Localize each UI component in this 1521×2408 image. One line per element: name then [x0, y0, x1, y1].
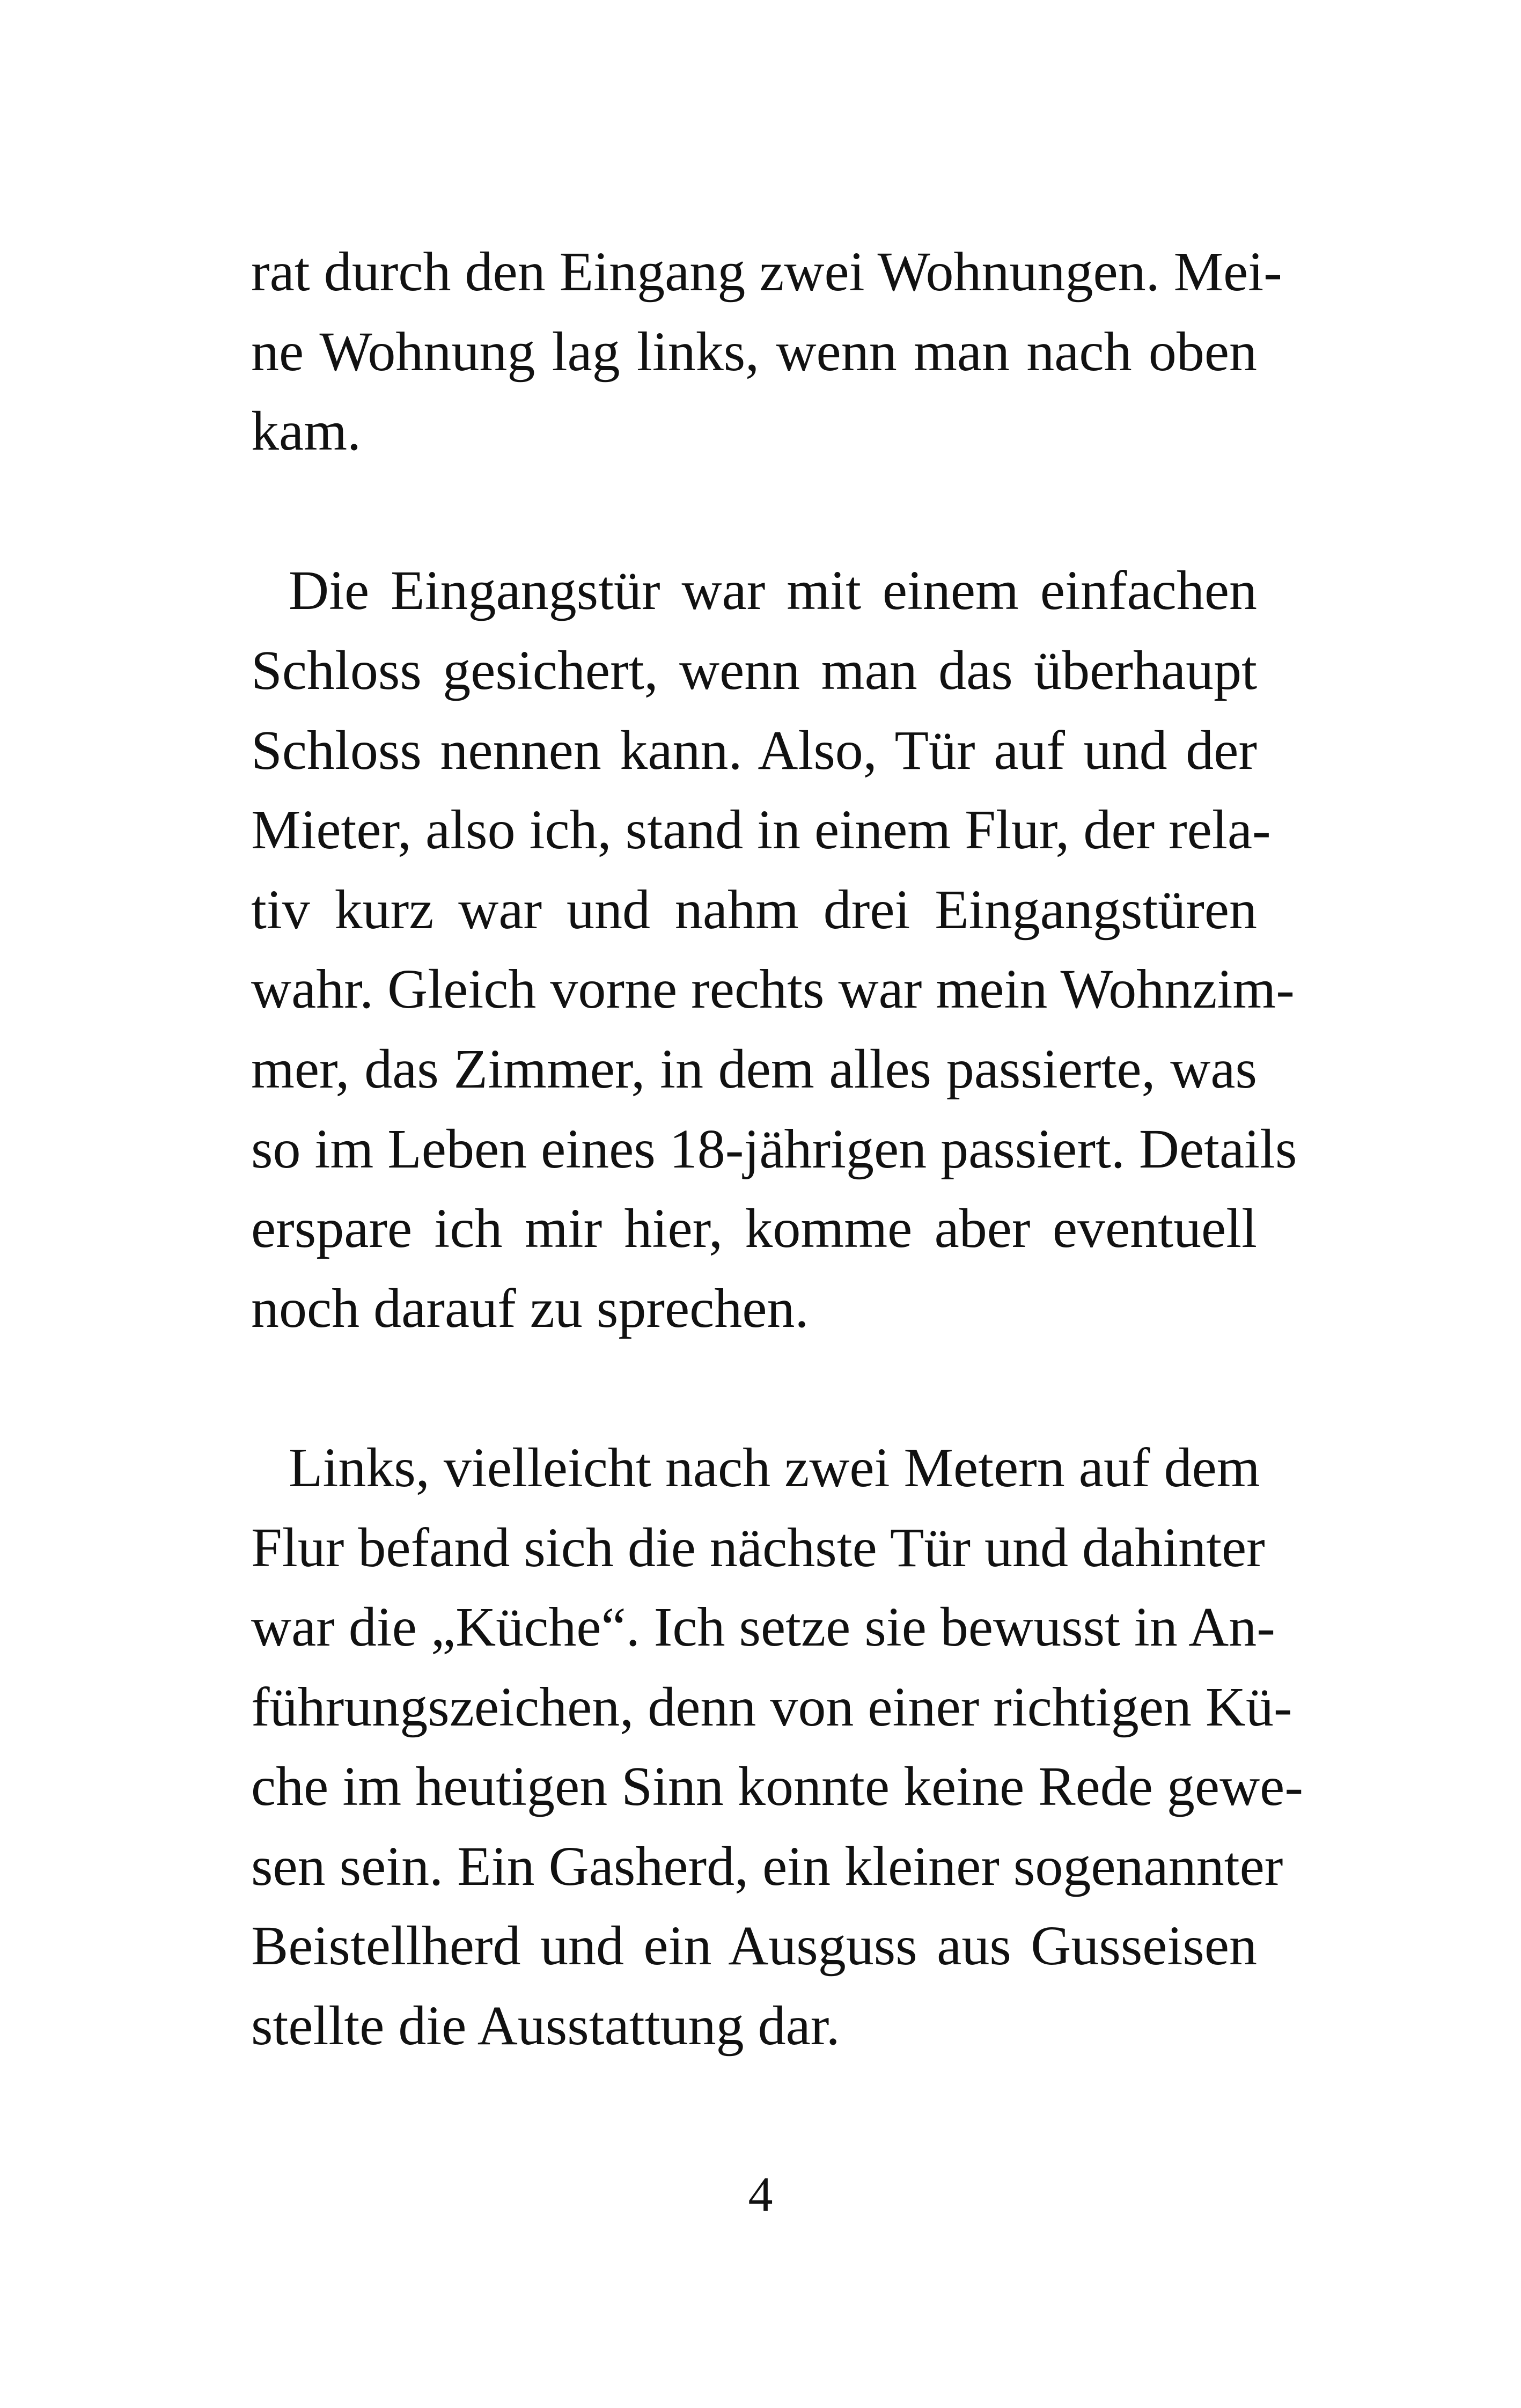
text-line: tiv kurz war und nahm drei Eingangstüren [251, 878, 1257, 941]
paragraph-2 [251, 551, 1297, 1348]
text-line: führungszeichen, denn von einer richtigen Kü- [251, 1676, 1292, 1738]
text-line: che im heutigen Sinn konnte keine Rede gewe- [251, 1756, 1303, 1818]
page-number: 4 [748, 2167, 773, 2222]
text-line: erspare ich mir hier, komme aber eventuell [251, 1198, 1257, 1260]
text-line: stellte die Ausstattung dar. [251, 1995, 840, 2057]
text-line: so im Leben eines 18-jährigen passiert. Details [251, 1118, 1297, 1180]
text-line: mer, das Zimmer, in dem alles passierte, was [251, 1038, 1257, 1100]
text-line: war die „Küche“. Ich setze sie bewusst in An- [251, 1596, 1275, 1658]
text-line: rat durch den Eingang zwei Wohnungen. Mei- [251, 241, 1282, 303]
text-line: Die Eingangstür war mit einem einfachen [289, 560, 1257, 622]
paragraph-3 [251, 1428, 1303, 2066]
paragraph-gap [251, 472, 1257, 552]
text-line: Links, vielleicht nach zwei Metern auf dem [289, 1436, 1260, 1499]
text-line: kam. [251, 400, 362, 462]
text-line: Mieter, also ich, stand in einem Flur, der rela- [251, 799, 1271, 861]
paragraph-gap [251, 1348, 1257, 1428]
paragraph-1 [251, 232, 1282, 472]
text-line: Schloss nennen kann. Also, Tür auf und der [251, 719, 1257, 781]
text-line: sen sein. Ein Gasherd, ein kleiner sogenannter [251, 1835, 1283, 1897]
body-text [251, 232, 1303, 2066]
text-line: Beistellherd und ein Ausguss aus Gusseisen [251, 1915, 1257, 1977]
text-line: ne Wohnung lag links, wenn man nach oben [251, 320, 1257, 383]
text-line: Schloss gesichert, wenn man das überhaupt [251, 639, 1257, 701]
text-line: noch darauf zu sprechen. [251, 1277, 809, 1339]
text-line: wahr. Gleich vorne rechts war mein Wohnzim- [251, 958, 1295, 1021]
text-line: Flur befand sich die nächste Tür und dahinter [251, 1516, 1265, 1579]
